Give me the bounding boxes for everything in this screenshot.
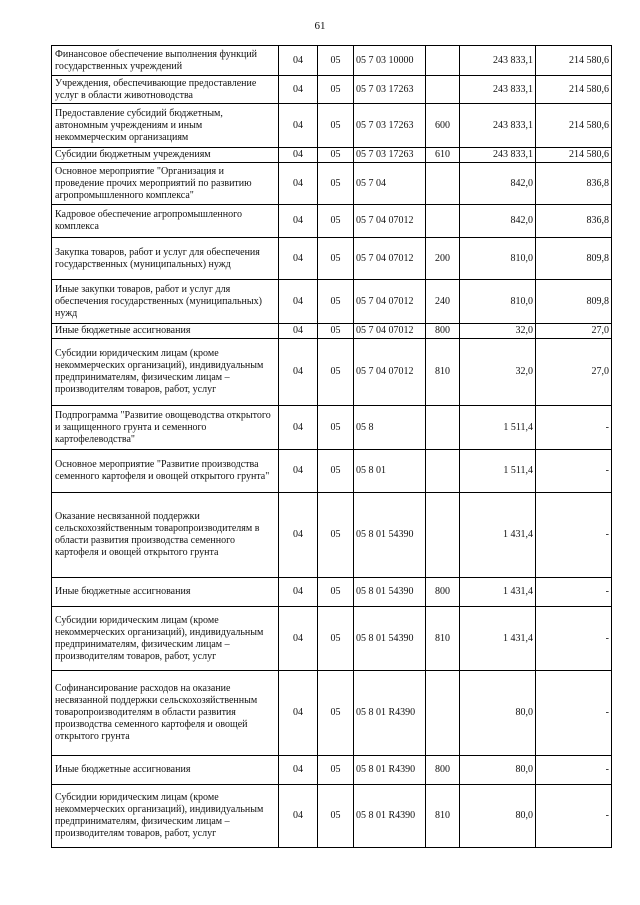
row-name: Основное мероприятие "Организация и проведение прочих мероприятий по развитию агропромышленного комплекса" [52, 163, 279, 205]
row-amount-1: 80,0 [460, 671, 536, 756]
row-name: Субсидии юридическим лицам (кроме некоммерческих организаций), индивидуальным предпринимателям, физическим лицам – производителям товаров, работ, услуг [52, 785, 279, 848]
row-name: Иные бюджетные ассигнования [52, 578, 279, 607]
row-subsection-code: 05 [318, 46, 354, 76]
row-amount-1: 1 431,4 [460, 578, 536, 607]
row-subsection-code: 05 [318, 671, 354, 756]
row-subsection-code: 05 [318, 785, 354, 848]
table-row [52, 148, 612, 163]
row-name: Учреждения, обеспечивающие предоставление услуг в области животноводства [52, 76, 279, 104]
row-amount-1: 32,0 [460, 339, 536, 406]
row-subsection-code: 05 [318, 324, 354, 339]
row-target-article: 05 7 04 [354, 163, 426, 205]
row-subsection-code: 05 [318, 205, 354, 238]
row-amount-2: 214 580,6 [536, 76, 612, 104]
row-name: Субсидии бюджетным учреждениям [52, 148, 279, 163]
table-row [52, 607, 612, 671]
row-section-code: 04 [279, 76, 318, 104]
row-target-article: 05 7 04 07012 [354, 280, 426, 324]
row-expense-type [426, 46, 460, 76]
row-expense-type: 800 [426, 324, 460, 339]
row-section-code: 04 [279, 450, 318, 493]
row-amount-1: 810,0 [460, 238, 536, 280]
row-amount-2: 836,8 [536, 205, 612, 238]
table-row [52, 46, 612, 76]
row-amount-2: 836,8 [536, 163, 612, 205]
row-expense-type: 810 [426, 607, 460, 671]
table-row [52, 339, 612, 406]
row-target-article: 05 7 03 10000 [354, 46, 426, 76]
row-amount-1: 842,0 [460, 205, 536, 238]
row-section-code: 04 [279, 104, 318, 148]
row-expense-type [426, 205, 460, 238]
row-name: Кадровое обеспечение агропромышленного комплекса [52, 205, 279, 238]
row-name: Субсидии юридическим лицам (кроме некоммерческих организаций), индивидуальным предпринимателям, физическим лицам – производителям товаров, работ, услуг [52, 339, 279, 406]
row-section-code: 04 [279, 607, 318, 671]
row-amount-1: 80,0 [460, 756, 536, 785]
row-target-article: 05 8 01 54390 [354, 607, 426, 671]
row-name: Иные бюджетные ассигнования [52, 756, 279, 785]
row-subsection-code: 05 [318, 756, 354, 785]
row-target-article: 05 8 01 R4390 [354, 756, 426, 785]
page-number: 61 [314, 20, 326, 32]
table-row [52, 406, 612, 450]
row-name: Финансовое обеспечение выполнения функций государственных учреждений [52, 46, 279, 76]
row-amount-2: - [536, 785, 612, 848]
table-row [52, 578, 612, 607]
row-section-code: 04 [279, 578, 318, 607]
row-expense-type: 200 [426, 238, 460, 280]
row-subsection-code: 05 [318, 406, 354, 450]
row-name: Субсидии юридическим лицам (кроме некоммерческих организаций), индивидуальным предпринимателям, физическим лицам – производителям товаров, работ, услуг [52, 607, 279, 671]
row-name: Закупка товаров, работ и услуг для обеспечения государственных (муниципальных) нужд [52, 238, 279, 280]
table-row [52, 76, 612, 104]
row-section-code: 04 [279, 339, 318, 406]
row-amount-1: 32,0 [460, 324, 536, 339]
row-name: Оказание несвязанной поддержки сельскохозяйственным товаропроизводителям в области развития производства семенного картофеля и овощей открытого грунта [52, 493, 279, 578]
row-subsection-code: 05 [318, 104, 354, 148]
row-section-code: 04 [279, 46, 318, 76]
row-expense-type [426, 450, 460, 493]
table-row [52, 493, 612, 578]
row-name: Предоставление субсидий бюджетным, автономным учреждениям и иным некоммерческим организациям [52, 104, 279, 148]
row-name: Основное мероприятие "Развитие производства семенного картофеля и овощей открытого грунта" [52, 450, 279, 493]
row-expense-type: 800 [426, 756, 460, 785]
row-expense-type [426, 671, 460, 756]
row-subsection-code: 05 [318, 578, 354, 607]
row-section-code: 04 [279, 493, 318, 578]
row-expense-type: 800 [426, 578, 460, 607]
row-target-article: 05 7 04 07012 [354, 339, 426, 406]
row-section-code: 04 [279, 238, 318, 280]
budget-table-body [52, 46, 612, 848]
row-subsection-code: 05 [318, 238, 354, 280]
row-expense-type: 810 [426, 339, 460, 406]
row-amount-2: - [536, 493, 612, 578]
row-expense-type: 600 [426, 104, 460, 148]
row-expense-type [426, 76, 460, 104]
row-subsection-code: 05 [318, 148, 354, 163]
row-section-code: 04 [279, 280, 318, 324]
table-row [52, 238, 612, 280]
row-amount-2: 214 580,6 [536, 148, 612, 163]
row-target-article: 05 8 01 54390 [354, 578, 426, 607]
table-row [52, 104, 612, 148]
row-target-article: 05 8 01 [354, 450, 426, 493]
row-amount-1: 80,0 [460, 785, 536, 848]
table-row [52, 756, 612, 785]
row-target-article: 05 7 03 17263 [354, 104, 426, 148]
row-amount-1: 842,0 [460, 163, 536, 205]
row-amount-2: 809,8 [536, 280, 612, 324]
table-row [52, 671, 612, 756]
row-amount-1: 1 511,4 [460, 406, 536, 450]
row-subsection-code: 05 [318, 163, 354, 205]
row-target-article: 05 8 01 54390 [354, 493, 426, 578]
row-expense-type: 810 [426, 785, 460, 848]
row-amount-1: 243 833,1 [460, 148, 536, 163]
row-name: Софинансирование расходов на оказание несвязанной поддержки сельскохозяйственным товаропроизводителям в области развития производства семенного картофеля и овощей открытого грунта [52, 671, 279, 756]
row-expense-type: 240 [426, 280, 460, 324]
row-amount-1: 1 431,4 [460, 607, 536, 671]
row-amount-2: - [536, 450, 612, 493]
row-subsection-code: 05 [318, 493, 354, 578]
row-subsection-code: 05 [318, 450, 354, 493]
row-amount-2: - [536, 406, 612, 450]
row-amount-2: - [536, 578, 612, 607]
row-name: Подпрограмма "Развитие овощеводства открытого и защищенного грунта и семенного картофелеводства" [52, 406, 279, 450]
table-row [52, 280, 612, 324]
row-target-article: 05 7 04 07012 [354, 324, 426, 339]
row-amount-1: 243 833,1 [460, 76, 536, 104]
budget-table [51, 45, 612, 848]
row-subsection-code: 05 [318, 607, 354, 671]
row-amount-2: 809,8 [536, 238, 612, 280]
row-name: Иные закупки товаров, работ и услуг для обеспечения государственных (муниципальных) нужд [52, 280, 279, 324]
row-amount-2: - [536, 607, 612, 671]
row-target-article: 05 7 04 07012 [354, 205, 426, 238]
row-target-article: 05 8 [354, 406, 426, 450]
table-row [52, 324, 612, 339]
row-target-article: 05 7 03 17263 [354, 148, 426, 163]
row-amount-2: - [536, 671, 612, 756]
row-subsection-code: 05 [318, 76, 354, 104]
row-section-code: 04 [279, 148, 318, 163]
table-row [52, 205, 612, 238]
row-amount-1: 243 833,1 [460, 104, 536, 148]
row-section-code: 04 [279, 205, 318, 238]
row-section-code: 04 [279, 671, 318, 756]
row-section-code: 04 [279, 406, 318, 450]
row-section-code: 04 [279, 756, 318, 785]
row-amount-1: 810,0 [460, 280, 536, 324]
table-row [52, 450, 612, 493]
row-amount-2: 214 580,6 [536, 104, 612, 148]
row-expense-type: 610 [426, 148, 460, 163]
row-subsection-code: 05 [318, 339, 354, 406]
row-target-article: 05 8 01 R4390 [354, 671, 426, 756]
row-amount-1: 1 511,4 [460, 450, 536, 493]
row-amount-2: - [536, 756, 612, 785]
row-amount-2: 27,0 [536, 339, 612, 406]
row-target-article: 05 7 03 17263 [354, 76, 426, 104]
row-amount-1: 1 431,4 [460, 493, 536, 578]
row-target-article: 05 8 01 R4390 [354, 785, 426, 848]
row-section-code: 04 [279, 785, 318, 848]
row-target-article: 05 7 04 07012 [354, 238, 426, 280]
row-name: Иные бюджетные ассигнования [52, 324, 279, 339]
row-expense-type [426, 163, 460, 205]
row-expense-type [426, 406, 460, 450]
row-subsection-code: 05 [318, 280, 354, 324]
row-expense-type [426, 493, 460, 578]
table-row [52, 785, 612, 848]
row-section-code: 04 [279, 324, 318, 339]
row-amount-2: 27,0 [536, 324, 612, 339]
row-amount-1: 243 833,1 [460, 46, 536, 76]
row-section-code: 04 [279, 163, 318, 205]
table-row [52, 163, 612, 205]
row-amount-2: 214 580,6 [536, 46, 612, 76]
